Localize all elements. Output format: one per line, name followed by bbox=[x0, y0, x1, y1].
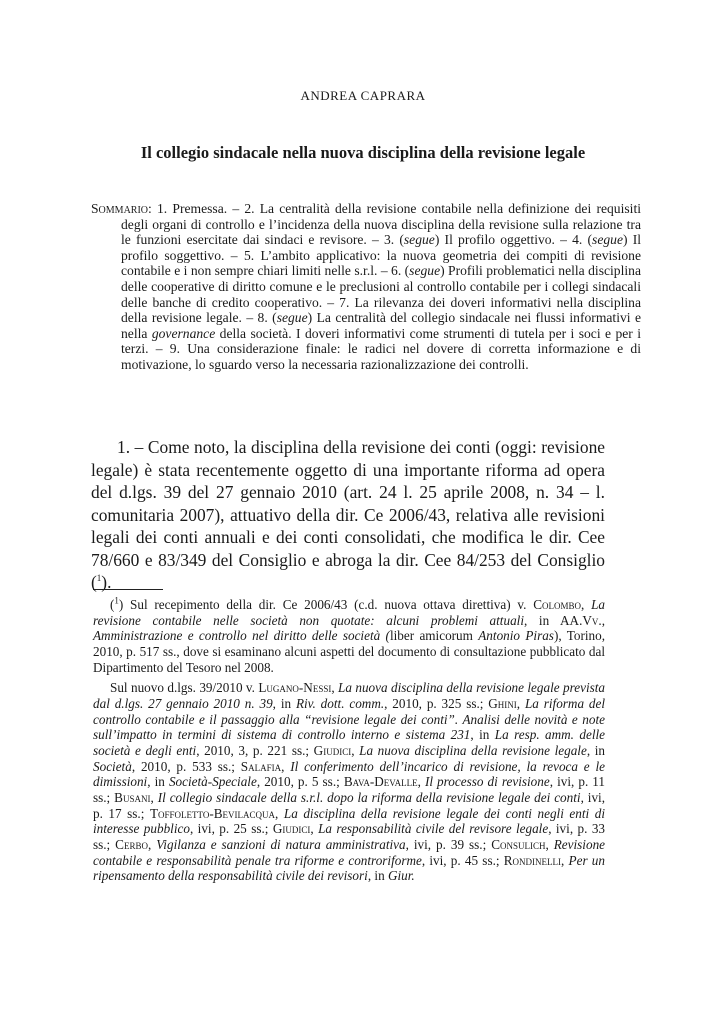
article-title: Il collegio sindacale nella nuova disciplina della revisione legale bbox=[140, 143, 586, 162]
summary-label: Sommario bbox=[91, 201, 149, 216]
footnote-1: ($^1$) Sul recepimento della dir. Ce 2006/43 (c.d. nuova ottava direttiva) v. Colombo, La revisione contabile nelle società non quotate: alcuni problemi attuali, in AA.Vv., Amministrazione e controllo nel diritto delle società (liber amicorum Antonio Piras), Torino, 2010, p. 517 ss., dove si esaminano alcuni aspetti del documento di consultazione pubblicato dal Dipartimento del Tesoro nel 2008. bbox=[93, 595, 606, 675]
footnotes bbox=[93, 597, 605, 884]
footnote-separator bbox=[93, 589, 163, 590]
footnote-ref: 1 bbox=[96, 573, 102, 584]
footnote-1-continuation: Sul nuovo d.lgs. 39/2010 v. Lugano-Nessi, La nuova disciplina della revisione legale prevista dal d.lgs. 27 gennaio 2010 n. 39, in Riv. dott. comm., 2010, p. 325 ss.; Ghini, La riforma del controllo contabile e il passaggio alla “revisione legale dei conti”. Analisi delle novità e note sull’impatto in termini di sistema di controllo interno e sistema 231, in La resp. amm. delle società e degli enti, 2010, 3, p. 221 ss.; Giudici, La nuova disciplina della revisione legale, in Società, 2010, p. 533 ss.; Salafia, Il conferimento dell’incarico di revisione, la revoca e le dimissioni, in Società-Speciale, 2010, p. 5 ss.; Bava-Devalle, Il processo di revisione, ivi, p. 11 ss.; Busani, Il collegio sindacale della s.r.l. dopo la riforma della revisione legale dei conti, ivi, p. 17 ss.; Toffoletto-Bevilacqua, La disciplina della revisione legale dei conti negli enti di interesse pubblico, ivi, p. 25 ss.; Giudici, La responsabilità civile del revisore legale, ivi, p. 33 ss.; Cerbo, Vigilanza e sanzioni di natura amministrativa, ivi, p. 39 ss.; Consulich, Revisione contabile e responsabilità penale tra riforme e controriforme, ivi, p. 45 ss.; Rondinelli, Per un ripensamento della responsabilità civile dei revisori, in Giur. bbox=[93, 680, 606, 884]
author-name: ANDREA CAPRARA bbox=[300, 88, 426, 103]
table-of-contents-summary: Sommario: 1. Premessa. – 2. La centralità della revisione contabile nella definizione dei requisiti degli organi di controllo e l’incidenza della nuova disciplina della revisione sulla relazione tra le funzioni esercitate dai sindaci e revisore. – 3. (segue) Il profilo oggettivo. – 4. (segue) Il profilo soggettivo. – 5. L’ambito applicativo: la nuova geometria dei compiti di revisione contabile e i non sempre chiari limiti nelle s.r.l. – 6. (segue) Profili problematici nella disciplina delle cooperative di diritto comune e le preclusioni al controllo contabile per i collegi sindacali delle banche di credito cooperativo. – 7. La rilevanza dei doveri informativi nella disciplina della revisione legale. – 8. (segue) La centralità del collegio sindacale nei flussi informativi e nella governance della società. I doveri informativi come strumenti di tutela per i soci e per i terzi. – 9. Una considerazione finale: le radici nel dovere di corretta informazione e di motivazione, lo sguardo verso la necessaria razionalizzazione dei controlli. bbox=[91, 201, 642, 372]
section-1-paragraph: 1. – Come noto, la disciplina della revisione dei conti (oggi: revisione legale) è stata recentemente oggetto di una importante riforma ad opera del d.lgs. 39 del 27 gennaio 2010 (art. 24 l. 25 aprile 2008, n. 34 – l. comunitaria 2007), attuativo della dir. Ce 2006/43, relativa alle revisioni legali dei conti annuali e dei conti consolidati, che modifica le dir. Cee 78/660 e 83/349 del Consiglio e abroga la dir. Cee 84/253 del Consiglio ($^1$). bbox=[91, 437, 605, 592]
